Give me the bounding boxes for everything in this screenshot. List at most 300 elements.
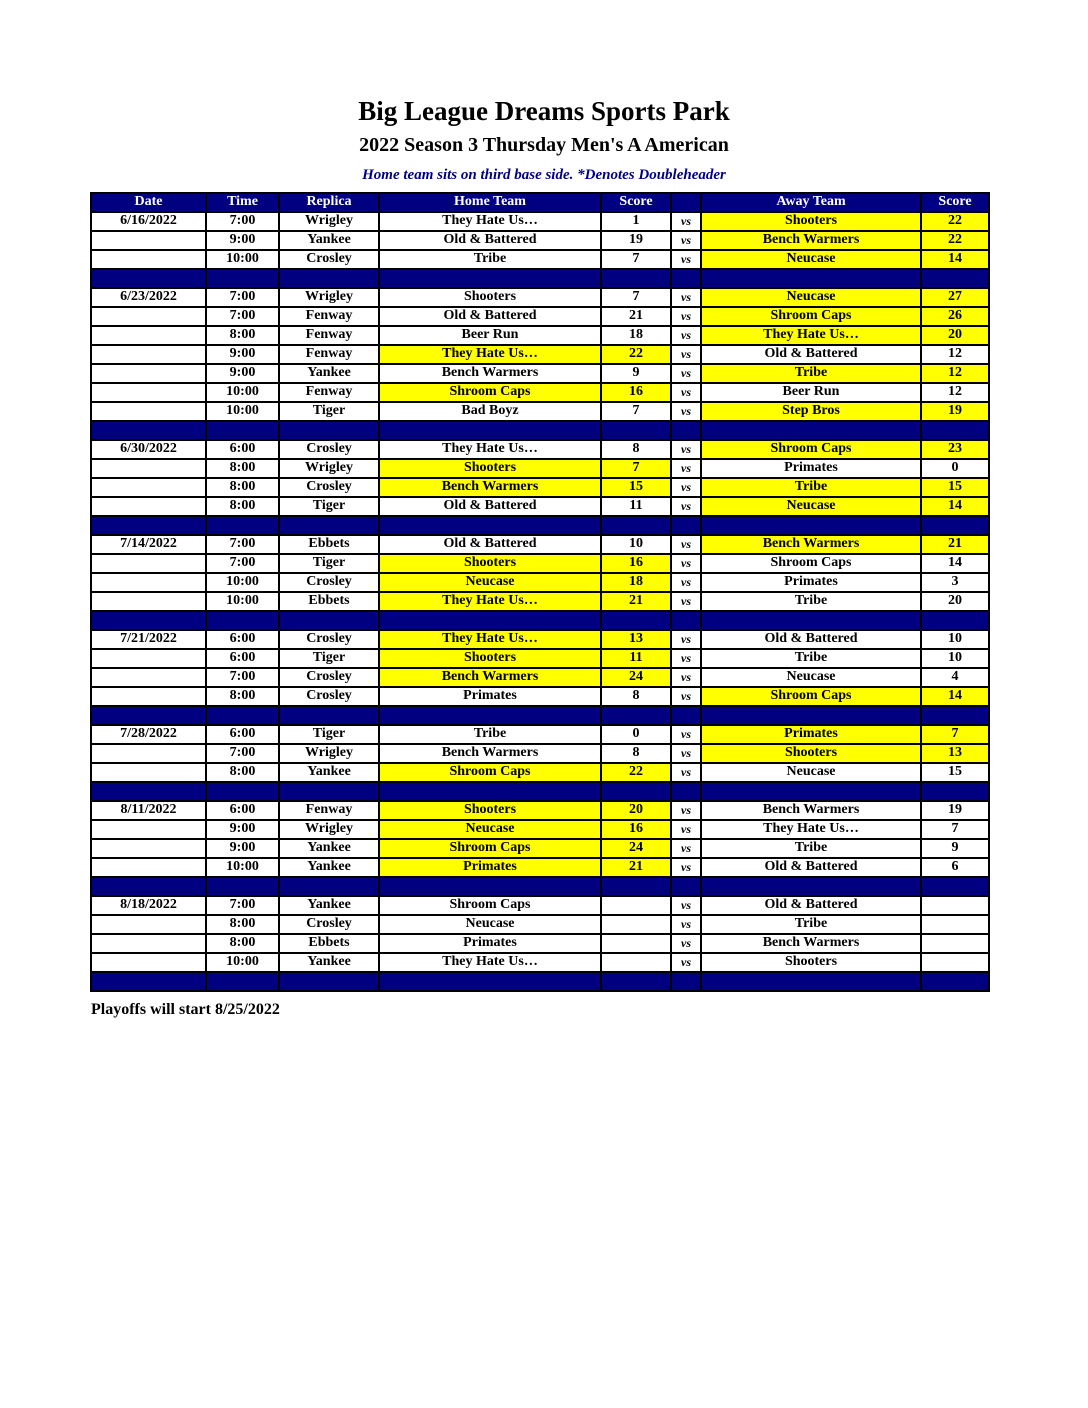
away-score-cell: 6 [921,858,989,877]
date-cell [91,459,206,478]
home-score-cell [601,915,671,934]
home-score-cell: 21 [601,592,671,611]
separator-cell [206,421,279,440]
home-team-cell: Neucase [379,915,601,934]
home-score-cell [601,934,671,953]
away-score-cell: 4 [921,668,989,687]
separator-cell [206,516,279,535]
game-row [91,402,989,421]
date-cell [91,763,206,782]
separator-cell [701,611,921,630]
away-score-cell: 13 [921,744,989,763]
away-team-cell: They Hate Us… [701,820,921,839]
table-body [91,212,989,991]
time-cell: 9:00 [206,820,279,839]
replica-cell: Tiger [279,554,379,573]
away-score-cell: 23 [921,440,989,459]
away-score-cell: 14 [921,687,989,706]
home-team-cell: Shooters [379,459,601,478]
home-score-cell: 7 [601,250,671,269]
separator-cell [279,516,379,535]
separator-cell [91,782,206,801]
replica-cell: Wrigley [279,744,379,763]
separator-cell [379,421,601,440]
home-team-cell: They Hate Us… [379,212,601,231]
game-row [91,554,989,573]
replica-cell: Wrigley [279,288,379,307]
time-cell: 8:00 [206,459,279,478]
time-cell: 6:00 [206,801,279,820]
away-score-cell: 12 [921,364,989,383]
vs-cell: vs [671,649,701,668]
vs-cell: vs [671,326,701,345]
game-row [91,934,989,953]
time-cell: 7:00 [206,535,279,554]
away-score-cell: 7 [921,725,989,744]
away-score-cell [921,934,989,953]
separator-cell [379,782,601,801]
replica-cell: Fenway [279,801,379,820]
home-team-cell: Tribe [379,250,601,269]
separator-cell [701,269,921,288]
home-score-cell: 21 [601,858,671,877]
column-header-time: Time [206,193,279,212]
home-score-cell: 15 [601,478,671,497]
separator-cell [379,706,601,725]
time-cell: 9:00 [206,231,279,250]
column-header-home-team: Home Team [379,193,601,212]
home-score-cell: 0 [601,725,671,744]
home-score-cell: 18 [601,573,671,592]
separator-row [91,782,989,801]
separator-cell [701,421,921,440]
game-row [91,250,989,269]
time-cell: 7:00 [206,288,279,307]
game-row [91,459,989,478]
date-cell [91,839,206,858]
separator-cell [91,269,206,288]
separator-cell [671,421,701,440]
column-header-replica: Replica [279,193,379,212]
replica-cell: Ebbets [279,535,379,554]
game-row [91,839,989,858]
table-header-row [91,193,989,212]
away-score-cell: 20 [921,326,989,345]
game-row [91,478,989,497]
replica-cell: Yankee [279,231,379,250]
separator-cell [921,706,989,725]
away-score-cell: 15 [921,478,989,497]
replica-cell: Crosley [279,478,379,497]
away-team-cell: Neucase [701,763,921,782]
schedule-table [90,192,990,992]
home-team-cell: Old & Battered [379,231,601,250]
column-header-score: Score [921,193,989,212]
vs-cell: vs [671,573,701,592]
away-score-cell [921,896,989,915]
away-team-cell: Bench Warmers [701,535,921,554]
away-team-cell: Shroom Caps [701,687,921,706]
separator-cell [91,611,206,630]
separator-cell [91,972,206,991]
date-cell [91,497,206,516]
replica-cell: Ebbets [279,592,379,611]
home-score-cell: 13 [601,630,671,649]
game-row [91,649,989,668]
date-cell: 8/11/2022 [91,801,206,820]
away-team-cell: Tribe [701,592,921,611]
vs-cell: vs [671,858,701,877]
away-team-cell: Tribe [701,649,921,668]
game-row [91,915,989,934]
separator-cell [671,269,701,288]
game-row [91,383,989,402]
away-team-cell: Tribe [701,915,921,934]
away-team-cell: Neucase [701,250,921,269]
time-cell: 10:00 [206,858,279,877]
away-team-cell: Shroom Caps [701,307,921,326]
game-row [91,630,989,649]
separator-cell [206,269,279,288]
column-header-score: Score [601,193,671,212]
home-team-cell: They Hate Us… [379,592,601,611]
away-score-cell: 3 [921,573,989,592]
home-team-cell: Old & Battered [379,307,601,326]
separator-cell [601,611,671,630]
separator-row [91,611,989,630]
home-score-cell: 20 [601,801,671,820]
time-cell: 7:00 [206,896,279,915]
date-cell: 8/18/2022 [91,896,206,915]
game-row [91,440,989,459]
home-team-cell: Primates [379,858,601,877]
time-cell: 10:00 [206,402,279,421]
date-cell: 6/30/2022 [91,440,206,459]
game-row [91,858,989,877]
time-cell: 6:00 [206,440,279,459]
date-cell [91,326,206,345]
time-cell: 6:00 [206,725,279,744]
away-score-cell: 14 [921,250,989,269]
date-cell [91,478,206,497]
separator-cell [601,782,671,801]
date-cell [91,953,206,972]
separator-cell [701,706,921,725]
replica-cell: Fenway [279,326,379,345]
replica-cell: Crosley [279,668,379,687]
replica-cell: Tiger [279,402,379,421]
vs-cell: vs [671,383,701,402]
separator-cell [701,972,921,991]
separator-row [91,516,989,535]
home-team-cell: Old & Battered [379,497,601,516]
vs-cell: vs [671,839,701,858]
away-team-cell: Neucase [701,668,921,687]
vs-cell: vs [671,440,701,459]
game-row [91,573,989,592]
date-cell [91,915,206,934]
time-cell: 10:00 [206,573,279,592]
replica-cell: Yankee [279,839,379,858]
separator-cell [379,611,601,630]
away-team-cell: Bench Warmers [701,801,921,820]
time-cell: 10:00 [206,250,279,269]
game-row [91,535,989,554]
home-score-cell: 8 [601,744,671,763]
separator-cell [601,269,671,288]
home-team-cell: Shooters [379,801,601,820]
separator-cell [601,421,671,440]
date-cell [91,554,206,573]
replica-cell: Wrigley [279,459,379,478]
vs-cell: vs [671,307,701,326]
date-cell [91,687,206,706]
away-team-cell: Old & Battered [701,858,921,877]
home-team-cell: Shooters [379,554,601,573]
separator-cell [601,706,671,725]
separator-cell [279,611,379,630]
time-cell: 8:00 [206,687,279,706]
game-row [91,364,989,383]
game-row [91,231,989,250]
home-score-cell: 18 [601,326,671,345]
time-cell: 9:00 [206,839,279,858]
home-team-cell: Bench Warmers [379,364,601,383]
away-team-cell: Step Bros [701,402,921,421]
time-cell: 8:00 [206,497,279,516]
away-team-cell: Shroom Caps [701,554,921,573]
away-team-cell: Tribe [701,364,921,383]
away-team-cell: Old & Battered [701,345,921,364]
away-team-cell: Old & Battered [701,896,921,915]
away-team-cell: Neucase [701,288,921,307]
away-score-cell: 20 [921,592,989,611]
vs-cell: vs [671,820,701,839]
game-row [91,820,989,839]
separator-cell [206,782,279,801]
game-row [91,668,989,687]
page-subtitle: 2022 Season 3 Thursday Men's A American [359,134,729,156]
away-team-cell: Shroom Caps [701,440,921,459]
separator-cell [671,516,701,535]
vs-cell: vs [671,953,701,972]
away-team-cell: Shooters [701,744,921,763]
home-team-cell: Bench Warmers [379,668,601,687]
time-cell: 10:00 [206,383,279,402]
time-cell: 8:00 [206,934,279,953]
away-score-cell: 19 [921,801,989,820]
home-team-cell: Shroom Caps [379,839,601,858]
vs-cell: vs [671,402,701,421]
game-row [91,307,989,326]
separator-row [91,877,989,896]
home-score-cell: 7 [601,402,671,421]
vs-cell: vs [671,668,701,687]
separator-cell [671,611,701,630]
column-header-date: Date [91,193,206,212]
away-team-cell: Old & Battered [701,630,921,649]
home-score-cell [601,953,671,972]
replica-cell: Fenway [279,345,379,364]
home-team-cell: Beer Run [379,326,601,345]
replica-cell: Ebbets [279,934,379,953]
separator-cell [601,972,671,991]
separator-cell [921,421,989,440]
vs-cell: vs [671,478,701,497]
vs-cell: vs [671,459,701,478]
separator-cell [279,269,379,288]
time-cell: 8:00 [206,478,279,497]
separator-row [91,421,989,440]
separator-row [91,269,989,288]
date-cell [91,649,206,668]
home-team-cell: Bad Boyz [379,402,601,421]
away-team-cell: Neucase [701,497,921,516]
vs-cell: vs [671,744,701,763]
home-score-cell: 24 [601,839,671,858]
time-cell: 7:00 [206,554,279,573]
away-score-cell: 10 [921,649,989,668]
home-score-cell: 8 [601,687,671,706]
home-team-cell: They Hate Us… [379,440,601,459]
away-score-cell: 7 [921,820,989,839]
game-row [91,288,989,307]
vs-cell: vs [671,345,701,364]
home-team-cell: Neucase [379,820,601,839]
game-row [91,497,989,516]
replica-cell: Tiger [279,497,379,516]
date-cell [91,345,206,364]
home-team-cell: Bench Warmers [379,744,601,763]
vs-cell: vs [671,288,701,307]
home-score-cell: 7 [601,288,671,307]
separator-cell [601,516,671,535]
home-score-cell: 7 [601,459,671,478]
away-team-cell: They Hate Us… [701,326,921,345]
away-team-cell: Shooters [701,212,921,231]
replica-cell: Yankee [279,364,379,383]
home-score-cell: 8 [601,440,671,459]
separator-cell [379,877,601,896]
away-team-cell: Bench Warmers [701,231,921,250]
home-team-cell: Tribe [379,725,601,744]
replica-cell: Yankee [279,953,379,972]
replica-cell: Wrigley [279,820,379,839]
separator-cell [206,972,279,991]
vs-cell: vs [671,630,701,649]
home-score-cell: 16 [601,554,671,573]
separator-row [91,706,989,725]
vs-cell: vs [671,554,701,573]
vs-cell: vs [671,934,701,953]
game-row [91,801,989,820]
replica-cell: Yankee [279,763,379,782]
away-score-cell: 26 [921,307,989,326]
separator-cell [921,972,989,991]
separator-cell [671,877,701,896]
home-team-note: Home team sits on third base side. *Denotes Doubleheader [362,167,726,183]
replica-cell: Crosley [279,687,379,706]
separator-cell [601,877,671,896]
game-row [91,744,989,763]
game-row [91,725,989,744]
replica-cell: Crosley [279,573,379,592]
away-score-cell [921,953,989,972]
away-team-cell: Beer Run [701,383,921,402]
game-row [91,326,989,345]
playoffs-note: Playoffs will start 8/25/2022 [91,1001,280,1018]
time-cell: 10:00 [206,592,279,611]
column-header-away-team: Away Team [701,193,921,212]
separator-cell [671,972,701,991]
away-score-cell: 22 [921,231,989,250]
home-score-cell: 21 [601,307,671,326]
home-team-cell: Old & Battered [379,535,601,554]
date-cell: 6/16/2022 [91,212,206,231]
date-cell [91,231,206,250]
separator-cell [279,972,379,991]
vs-cell: vs [671,535,701,554]
away-score-cell: 0 [921,459,989,478]
separator-cell [701,877,921,896]
vs-cell: vs [671,212,701,231]
date-cell [91,820,206,839]
separator-cell [671,782,701,801]
vs-cell: vs [671,725,701,744]
home-team-cell: Shooters [379,649,601,668]
away-score-cell: 19 [921,402,989,421]
time-cell: 6:00 [206,649,279,668]
home-score-cell [601,896,671,915]
vs-cell: vs [671,763,701,782]
column-header-vs [671,193,701,212]
replica-cell: Crosley [279,250,379,269]
time-cell: 10:00 [206,953,279,972]
away-score-cell: 27 [921,288,989,307]
away-score-cell: 21 [921,535,989,554]
separator-cell [91,421,206,440]
vs-cell: vs [671,687,701,706]
home-team-cell: Primates [379,687,601,706]
home-team-cell: Neucase [379,573,601,592]
replica-cell: Yankee [279,858,379,877]
date-cell [91,250,206,269]
vs-cell: vs [671,896,701,915]
time-cell: 9:00 [206,345,279,364]
home-team-cell: Bench Warmers [379,478,601,497]
away-score-cell: 15 [921,763,989,782]
vs-cell: vs [671,231,701,250]
home-score-cell: 11 [601,497,671,516]
vs-cell: vs [671,497,701,516]
time-cell: 8:00 [206,763,279,782]
separator-cell [279,706,379,725]
separator-cell [921,611,989,630]
away-team-cell: Primates [701,725,921,744]
date-cell [91,744,206,763]
home-score-cell: 1 [601,212,671,231]
away-score-cell: 14 [921,497,989,516]
separator-cell [921,269,989,288]
home-score-cell: 11 [601,649,671,668]
date-cell [91,364,206,383]
date-cell [91,383,206,402]
home-score-cell: 9 [601,364,671,383]
separator-cell [671,706,701,725]
time-cell: 6:00 [206,630,279,649]
game-row [91,212,989,231]
separator-cell [279,782,379,801]
